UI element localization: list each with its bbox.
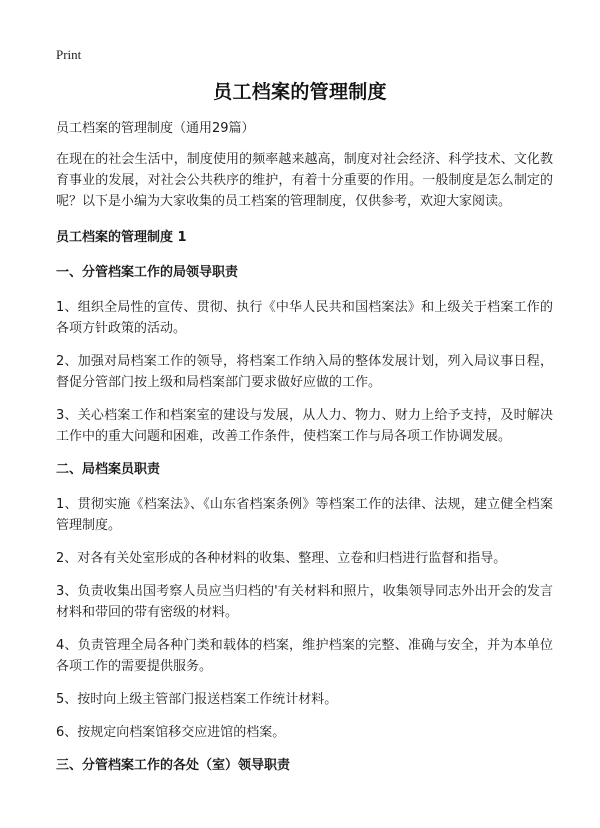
document-body [56,118,553,790]
paragraph-item: 6、按规定向档案馆移交应进馆的档案。 [56,725,286,740]
paragraph-item: 2、对各有关处室形成的各种材料的收集、整理、立卷和归档进行监督和指导。 [56,551,507,566]
print-link[interactable]: Print [56,47,82,62]
paragraph-item: 1、贯彻实施《档案法》、《山东省档案条例》等档案工作的法律、法规，建立健全档案管理制度。 [56,497,553,533]
paragraph-item: 1、组织全局性的宣传、贯彻、执行《中华人民共和国档案法》和上级关于档案工作的各项方针政策的活动。 [56,300,553,336]
document-subtitle: 员工档案的管理制度（通用29篇） [56,121,255,136]
section-heading-department-leader-duties: 三、分管档案工作的各处（室）领导职责 [56,758,291,773]
paragraph-item: 4、负责管理全局各种门类和载体的档案，维护档案的完整、准确与安全，并为本单位各项工作的需要提供服务。 [56,638,553,674]
intro-paragraph: 在现在的社会生活中，制度使用的频率越来越高，制度对社会经济、科学技术、文化教育事业的发展，对社会公共秩序的维护，有着十分重要的作用。一般制度是怎么制定的呢？以下是小编为大家收集的员工档案的管理制度，仅供参考，欢迎大家阅读。 [56,152,553,209]
section-heading-archivist-duties: 二、局档案员职责 [56,462,161,477]
section-heading-leader-duties: 一、分管档案工作的局领导职责 [56,265,239,280]
paragraph-item: 3、关心档案工作和档案室的建设与发展，从人力、物力、财力上给予支持，及时解决工作中的重大问题和困难，改善工作条件，使档案工作与局各项工作协调发展。 [56,408,553,444]
page-title: 员工档案的管理制度 [213,81,387,103]
part-heading: 员工档案的管理制度 1 [56,230,187,245]
paragraph-item: 2、加强对局档案工作的领导，将档案工作纳入局的整体发展计划，列入局议事日程，督促分管部门按上级和局档案部门要求做好应做的工作。 [56,354,553,390]
paragraph-item: 5、按时向上级主管部门报送档案工作统计材料。 [56,692,338,707]
paragraph-item: 3、负责收集出国考察人员应当归档的'有关材料和照片，收集领导同志外出开会的发言材料和带回的带有密级的材料。 [56,584,553,620]
